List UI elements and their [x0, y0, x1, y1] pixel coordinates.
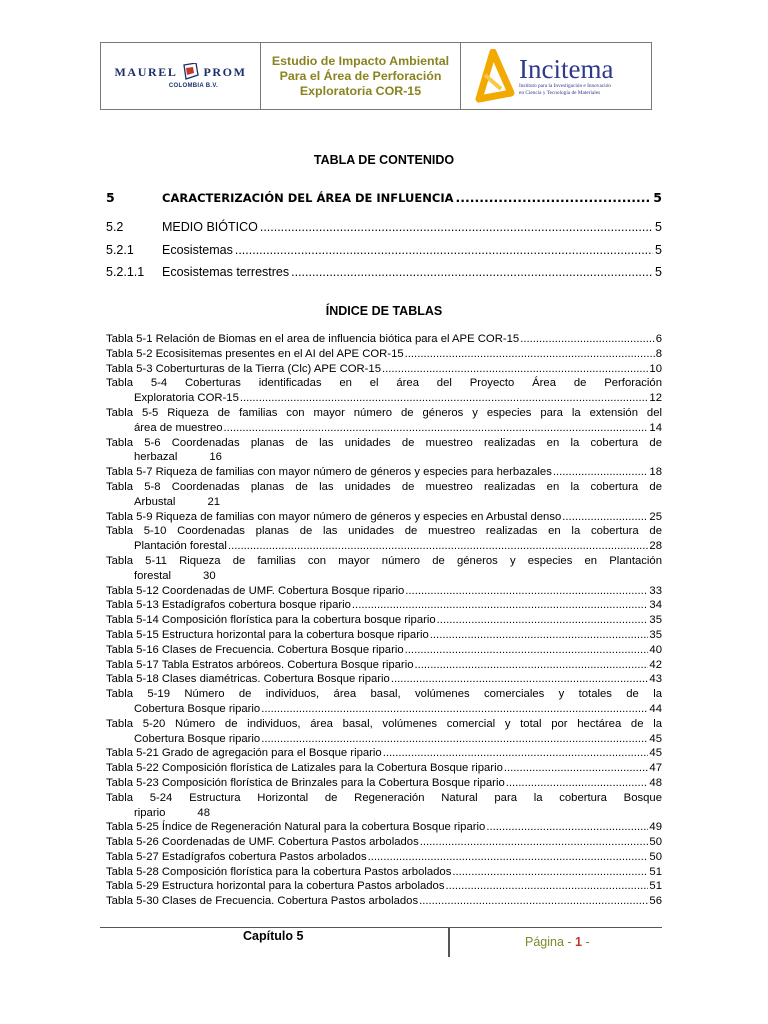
leader-dots — [405, 584, 648, 599]
table-entry-title: Tabla 5-9 Riqueza de familias con mayor número de géneros y especies en Arbustal denso — [106, 510, 562, 523]
leader-dots — [405, 347, 655, 362]
toc-leader-dots — [260, 220, 653, 234]
table-entry-title-cont: Cobertura Bosque ripario — [134, 732, 261, 745]
table-index-entry[interactable] — [106, 791, 662, 821]
toc-entry[interactable] — [106, 190, 662, 205]
table-entry-page: 51 — [649, 865, 662, 878]
table-entry-page: 44 — [649, 702, 662, 715]
table-index-entry[interactable] — [106, 672, 662, 687]
table-entry-title-cont: herbazal — [134, 451, 178, 464]
table-entry-title: Tabla 5-28 Composición florística para la cobertura Pastos arbolados — [106, 865, 452, 878]
table-entry-page: 10 — [649, 362, 662, 375]
incitema-logo — [461, 43, 651, 109]
table-entry-page: 50 — [649, 850, 662, 863]
table-entry-title: Tabla 5-21 Grado de agregación para el Bosque ripario — [106, 747, 382, 760]
table-index-entry[interactable] — [106, 406, 662, 436]
leader-dots — [261, 732, 648, 747]
table-entry-title-cont: ripario — [134, 806, 166, 819]
toc-entry[interactable] — [106, 265, 662, 279]
document-title — [261, 43, 461, 109]
table-entry-title: Tabla 5-15 Estructura horizontal para la cobertura bosque ripario — [106, 628, 429, 641]
table-entry-page: 28 — [649, 540, 662, 553]
table-entry-title: Tabla 5-1 Relación de Biomas en el area de influencia biótica para el APE COR-15 — [106, 333, 520, 345]
table-entry-title-cont: Cobertura Bosque ripario — [134, 702, 261, 715]
toc-entry-page: 5 — [655, 265, 662, 279]
table-entry-page: 34 — [649, 599, 662, 612]
table-entry-title: Tabla 5-20 Número de individuos, área basal, volúmenes comercial y total por hectárea de la — [106, 717, 662, 730]
toc-title: TABLA DE CONTENIDO — [313, 153, 455, 167]
table-entry-title: Tabla 5-26 Coordenadas de UMF. Cobertura Pastos arbolados — [106, 836, 419, 849]
toc-entry-page: 5 — [655, 220, 662, 234]
table-entry-title: Tabla 5-2 Ecosisitemas presentes en el AI del APE COR-15 — [106, 347, 404, 360]
table-entry-page: 16 — [209, 451, 222, 464]
table-entry-title-cont: Arbustal — [134, 495, 176, 508]
toc-leader-dots — [291, 265, 653, 279]
leader-dots — [430, 628, 649, 643]
toc-entry-title: Ecosistemas — [162, 243, 233, 257]
table-index-entry[interactable] — [106, 628, 662, 643]
table-index-entry[interactable] — [106, 746, 662, 761]
toc-entry-number: 5.2.1.1 — [106, 265, 145, 279]
table-entry-title: Tabla 5-11 Riqueza de familias con mayor número de géneros y especies en Plantación — [106, 554, 662, 567]
toc-entry[interactable] — [106, 243, 662, 257]
footer-vertical-divider — [448, 927, 450, 957]
table-entry-title: Tabla 5-24 Estructura Horizontal de Regeneración Natural para la cobertura Bosque — [106, 791, 662, 804]
maurel-logo-text: MAUREL — [114, 64, 178, 79]
table-index-entry[interactable] — [106, 658, 662, 673]
leader-dots — [405, 643, 649, 658]
toc-entry-number: 5 — [106, 190, 115, 205]
table-entry-page: 35 — [649, 614, 662, 627]
table-index-entry[interactable] — [106, 510, 662, 525]
table-entry-title: Tabla 5-18 Clases diamétricas. Cobertura Bosque ripario — [106, 673, 390, 686]
title-line-3: Exploratoria COR-15 — [299, 83, 422, 98]
table-index-entry[interactable] — [106, 820, 662, 835]
table-index-entry[interactable] — [106, 776, 662, 791]
leader-dots — [391, 672, 649, 687]
table-index-entry[interactable] — [106, 362, 662, 377]
leader-dots — [562, 510, 648, 525]
table-entry-title: Tabla 5-4 Coberturas identificadas en el área del Proyecto Área de Perforación — [106, 377, 662, 390]
table-index-entry[interactable] — [106, 465, 662, 480]
table-index-entry[interactable] — [106, 376, 662, 406]
maurel-prom-emblem-icon — [180, 63, 200, 81]
toc-entry-page: 5 — [655, 243, 662, 257]
table-entry-title: Tabla 5-19 Número de individuos, área basal, volúmenes comerciales y totales de la — [106, 688, 662, 701]
table-entry-page: 48 — [649, 776, 662, 789]
toc-entry-page: 5 — [653, 190, 662, 205]
table-entry-page: 56 — [649, 895, 662, 908]
table-entry-page: 48 — [197, 806, 210, 819]
table-entry-page: 35 — [649, 628, 662, 641]
table-entry-page: 50 — [649, 836, 662, 849]
table-entry-title: Tabla 5-5 Riqueza de familias con mayor número de géneros y especies para la extensión del — [106, 406, 662, 419]
table-index-entry[interactable] — [106, 879, 662, 894]
toc-entry-number: 5.2 — [106, 220, 124, 234]
table-entry-page: 21 — [207, 495, 221, 508]
table-entry-title-cont: área de muestreo — [134, 421, 223, 434]
leader-dots — [228, 539, 648, 554]
incitema-logo-text: Incitema — [519, 54, 614, 84]
table-entry-page: 33 — [649, 584, 662, 597]
table-entry-page: 6 — [655, 333, 662, 345]
table-entry-title: Tabla 5-7 Riqueza de familias con mayor número de géneros y especies para herbazales — [106, 466, 552, 479]
table-entry-page: 51 — [649, 880, 662, 893]
leader-dots — [506, 776, 649, 791]
leader-dots — [445, 879, 648, 894]
table-entry-title: Tabla 5-8 Coordenadas planas de las unidades de muestreo realizadas en la cobertura de — [106, 480, 662, 493]
toc-leader-dots — [235, 243, 653, 257]
tables-index-list — [106, 332, 662, 909]
footer-page-suffix: - — [585, 935, 590, 949]
table-entry-page: 45 — [649, 747, 662, 760]
table-index-entry[interactable] — [106, 835, 662, 850]
toc-entry-title: CARACTERIZACIÓN DEL ÁREA DE INFLUENCIA — [162, 191, 454, 205]
table-index-entry[interactable] — [106, 894, 662, 909]
table-entry-page: 45 — [649, 732, 662, 745]
footer-chapter: Capítulo 5 — [243, 929, 304, 943]
table-index-entry[interactable] — [106, 598, 662, 613]
document-header — [100, 42, 652, 110]
incitema-tagline-1: Instituto para la Investigación e Innovación — [519, 83, 611, 89]
leader-dots — [415, 658, 649, 673]
table-entry-title: Tabla 5-13 Estadígrafos cobertura bosque ripario — [106, 599, 351, 612]
leader-dots — [382, 362, 648, 377]
title-line-2: Para el Área de Perforación — [279, 68, 442, 83]
table-entry-title: Tabla 5-12 Coordenadas de UMF. Cobertura Bosque ripario — [106, 584, 405, 597]
table-index-entry[interactable] — [106, 554, 662, 584]
toc-entry[interactable] — [106, 220, 662, 234]
table-index-entry[interactable] — [106, 480, 662, 510]
table-index-entry[interactable] — [106, 643, 662, 658]
table-entry-page: 40 — [649, 643, 662, 656]
table-entry-title-cont: Plantación forestal — [134, 540, 227, 553]
toc-entry-number: 5.2.1 — [106, 243, 134, 257]
table-index-entry[interactable] — [106, 436, 662, 466]
table-entry-title: Tabla 5-22 Composición florística de Latizales para la Cobertura Bosque ripario — [106, 762, 503, 775]
table-index-entry[interactable] — [106, 347, 662, 362]
leader-dots — [383, 746, 649, 761]
table-entry-title: Tabla 5-16 Clases de Frecuencia. Cobertura Bosque ripario — [106, 643, 404, 656]
table-entry-title: Tabla 5-23 Composición florística de Brinzales para la Cobertura Bosque ripario — [106, 776, 505, 789]
table-index-entry[interactable] — [106, 584, 662, 599]
leader-dots — [486, 820, 648, 835]
table-entry-title: Tabla 5-6 Coordenadas planas de las unidades de muestreo realizadas en la cobertura de — [106, 436, 662, 449]
table-entry-title: Tabla 5-30 Clases de Frecuencia. Cobertura Pastos arbolados — [106, 895, 419, 908]
toc-entry-title: Ecosistemas terrestres — [162, 265, 290, 279]
leader-dots — [261, 702, 648, 717]
tables-index-title: ÍNDICE DE TABLAS — [325, 304, 443, 318]
leader-dots — [368, 850, 649, 865]
table-entry-title: Tabla 5-17 Tabla Estratos arbóreos. Cobertura Bosque ripario — [106, 658, 414, 671]
footer-page-number — [525, 935, 590, 949]
leader-dots — [240, 391, 649, 406]
footer-page-label: Página - — [525, 935, 572, 949]
leader-dots — [520, 332, 655, 347]
table-entry-page: 8 — [655, 347, 662, 360]
table-entry-page: 49 — [649, 821, 662, 834]
table-entry-title-cont: forestal — [134, 569, 172, 582]
table-index-entry[interactable] — [106, 761, 662, 776]
footer-page-value: 1 — [575, 935, 582, 949]
table-entry-title: Tabla 5-27 Estadígrafos cobertura Pastos arbolados — [106, 850, 367, 863]
table-index-entry[interactable] — [106, 613, 662, 628]
table-index-entry[interactable] — [106, 850, 662, 865]
leader-dots — [437, 613, 649, 628]
maurel-prom-logo — [101, 43, 261, 109]
maurel-logo-subtitle: COLOMBIA B.V. — [168, 83, 219, 89]
table-entry-title: Tabla 5-3 Coberturturas de la Tierra (Clc) APE COR-15 — [106, 362, 381, 375]
table-entry-page: 47 — [649, 762, 662, 775]
toc-entry-title: MEDIO BIÓTICO — [162, 220, 258, 234]
table-entry-page: 42 — [649, 658, 662, 671]
incitema-emblem-icon — [471, 49, 515, 103]
toc-leader-dots — [456, 190, 652, 205]
table-index-entry[interactable] — [106, 865, 662, 880]
table-entry-page: 30 — [203, 569, 216, 582]
table-index-entry[interactable] — [106, 332, 662, 347]
leader-dots — [420, 835, 649, 850]
table-entry-page: 18 — [649, 466, 662, 479]
table-entry-title: Tabla 5-25 Índice de Regeneración Natural para la cobertura Bosque ripario — [106, 821, 486, 834]
table-entry-title: Tabla 5-14 Composición florística para la cobertura bosque ripario — [106, 614, 436, 627]
table-index-entry[interactable] — [106, 717, 662, 747]
incitema-tagline-2: en Ciencia y Tecnología de Materiales — [519, 89, 601, 96]
table-entry-page: 14 — [649, 421, 662, 434]
leader-dots — [352, 598, 649, 613]
leader-dots — [224, 421, 649, 436]
table-index-entry[interactable] — [106, 687, 662, 717]
table-entry-title: Tabla 5-29 Estructura horizontal para la cobertura Pastos arbolados — [106, 880, 445, 893]
title-line-1: Estudio de Impacto Ambiental — [271, 53, 450, 68]
leader-dots — [419, 894, 648, 909]
footer-divider-line — [100, 927, 662, 928]
table-index-entry[interactable] — [106, 524, 662, 554]
table-entry-page: 12 — [649, 392, 662, 405]
table-entry-page: 25 — [649, 510, 662, 523]
leader-dots — [452, 865, 648, 880]
table-entry-title: Tabla 5-10 Coordenadas planas de las unidades de muestreo realizadas en la cobertura de — [106, 525, 662, 538]
table-entry-page: 43 — [649, 673, 662, 686]
table-entry-title-cont: Exploratoria COR-15 — [134, 392, 239, 405]
leader-dots — [553, 465, 649, 480]
leader-dots — [504, 761, 649, 776]
prom-logo-text: PROM — [203, 64, 247, 79]
